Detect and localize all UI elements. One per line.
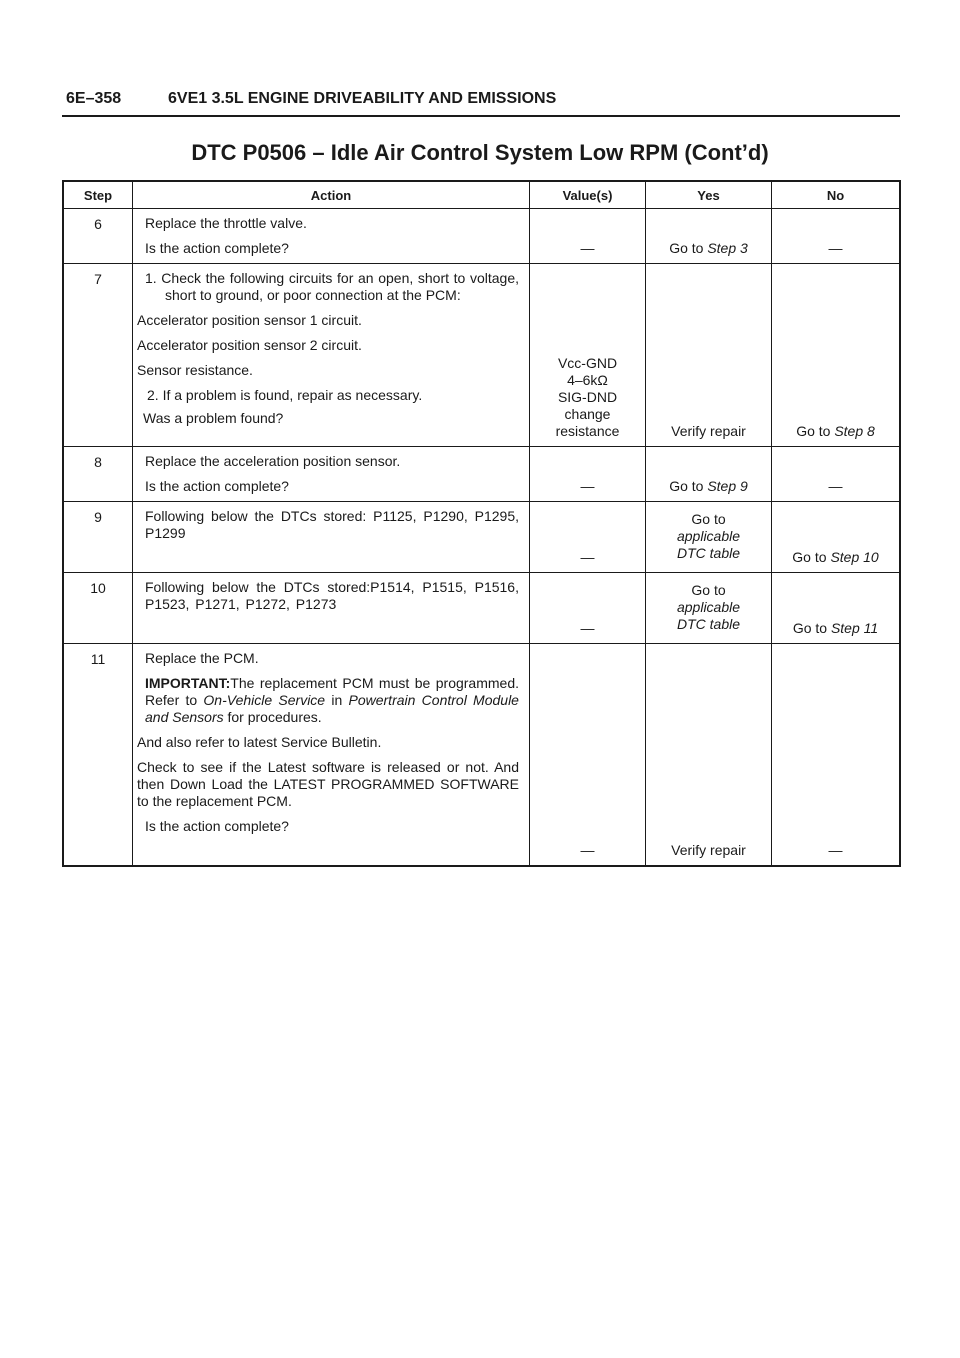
no-cell: — (772, 209, 901, 264)
table-row (63, 447, 900, 502)
yes-link-dtc-table[interactable]: DTC table (676, 545, 741, 561)
yes-text: Go to (669, 240, 708, 256)
important-text: in (325, 692, 349, 708)
yes-cell (646, 573, 772, 644)
action-cell (133, 644, 530, 866)
no-text: Go to (792, 549, 831, 565)
action-question: Is the action complete? (145, 478, 289, 494)
col-step: Step (63, 181, 133, 209)
step-number: 6 (63, 209, 133, 264)
yes-link-dtc-table[interactable]: DTC table (676, 616, 741, 632)
no-text: Go to (792, 620, 831, 636)
value-cell: — (530, 644, 646, 866)
action-cell (133, 502, 530, 573)
table-row (63, 264, 900, 447)
yes-step-link[interactable]: Step 9 (707, 478, 748, 494)
step-number: 8 (63, 447, 133, 502)
table-row (63, 573, 900, 644)
action-question: Was a problem found? (143, 410, 284, 426)
step-number: 9 (63, 502, 133, 573)
table-row (63, 502, 900, 573)
yes-cell (646, 447, 772, 502)
action-text: Replace the throttle valve. (145, 215, 307, 231)
action-text: Following below the DTCs stored: P1125, P1290, P1295, P1299 (145, 508, 519, 541)
step-number: 10 (63, 573, 133, 644)
action-cell (133, 264, 530, 447)
header-rule (62, 115, 900, 117)
value-cell: — (530, 573, 646, 644)
yes-text: Go to (669, 478, 708, 494)
important-text: The replacement PCM must be programmed. Refer to (145, 675, 519, 708)
ref-on-vehicle-service[interactable]: On-Vehicle Service (203, 692, 326, 708)
action-text: Replace the PCM. (145, 650, 259, 666)
no-cell (772, 502, 901, 573)
no-cell: — (772, 644, 901, 866)
no-step-link[interactable]: Step 8 (834, 423, 875, 439)
col-yes: Yes (646, 181, 772, 209)
action-line: Check to see if the Latest software is released or not. And then Down Load the LATEST PROGRAMMED SOFTWARE to the replacement PCM. (137, 759, 519, 809)
col-no: No (772, 181, 901, 209)
action-line: Accelerator position sensor 1 circuit. (137, 312, 362, 328)
table-row (63, 209, 900, 264)
action-text: Replace the acceleration position sensor. (145, 453, 401, 469)
value-cell: — (530, 447, 646, 502)
action-text: Following below the DTCs stored:P1514, P1515, P1516, P1523, P1271, P1272, P1273 (145, 579, 519, 612)
value-line: Vcc-GND (557, 355, 618, 371)
yes-link-applicable[interactable]: applicable (676, 599, 741, 615)
yes-cell (646, 209, 772, 264)
no-step-link[interactable]: Step 10 (830, 549, 879, 565)
page-number: 6E–358 (66, 90, 122, 107)
no-cell (772, 573, 901, 644)
action-question: Is the action complete? (145, 818, 289, 834)
yes-link-applicable[interactable]: applicable (676, 528, 741, 544)
action-cell (133, 447, 530, 502)
action-item-1: 1. Check the following circuits for an open, short to voltage, short to ground, or poor connection at the PCM: (145, 270, 519, 303)
action-question: Is the action complete? (145, 240, 289, 256)
yes-cell (646, 502, 772, 573)
value-line: SIG-DND (557, 389, 618, 405)
action-cell (133, 573, 530, 644)
value-line: change (564, 406, 611, 422)
action-cell (133, 209, 530, 264)
diagnostic-table (62, 180, 901, 867)
table-row (63, 644, 900, 866)
value-line: resistance (555, 423, 620, 439)
yes-line: Go to (691, 582, 726, 598)
yes-step-link[interactable]: Step 3 (707, 240, 748, 256)
col-action: Action (133, 181, 530, 209)
value-cell: — (530, 502, 646, 573)
yes-cell: Verify repair (646, 264, 772, 447)
col-values: Value(s) (530, 181, 646, 209)
important-note (143, 675, 519, 726)
action-line: Sensor resistance. (137, 362, 253, 378)
ref-powertrain-control[interactable]: Powertrain Control Module and Sensors (145, 692, 519, 725)
no-text: Go to (796, 423, 835, 439)
no-cell: — (772, 447, 901, 502)
value-cell (530, 264, 646, 447)
important-label: IMPORTANT: (145, 675, 231, 691)
step-number: 7 (63, 264, 133, 447)
value-line: 4–6kΩ (567, 372, 608, 388)
no-step-link[interactable]: Step 11 (830, 620, 879, 636)
action-line: And also refer to latest Service Bulletin. (137, 734, 382, 750)
step-number: 11 (63, 644, 133, 866)
section-title: 6VE1 3.5L ENGINE DRIVEABILITY AND EMISSIONS (168, 90, 557, 107)
yes-cell: Verify repair (646, 644, 772, 866)
no-cell (772, 264, 901, 447)
page-title: DTC P0506 – Idle Air Control System Low RPM (Cont’d) (191, 140, 769, 165)
action-line: Accelerator position sensor 2 circuit. (137, 337, 362, 353)
yes-line: Go to (691, 511, 726, 527)
action-item-2: 2. If a problem is found, repair as necessary. (147, 387, 423, 403)
important-text: for procedures. (223, 709, 322, 725)
table-header-row (63, 181, 900, 209)
value-cell: — (530, 209, 646, 264)
